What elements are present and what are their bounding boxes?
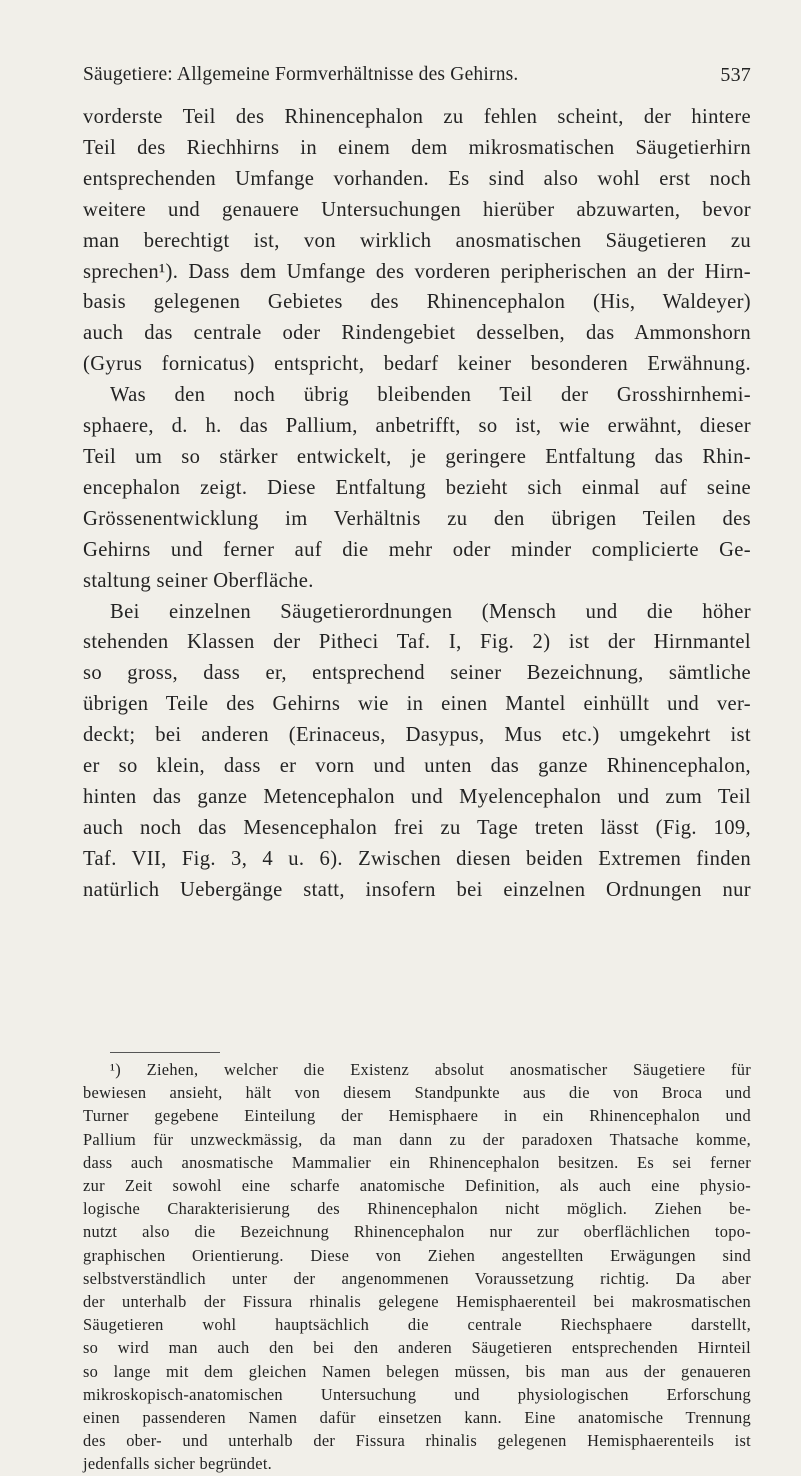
footnote-line: graphischen Orientierung. Diese von Ziehen angestellten Erwägungen sind: [83, 1245, 751, 1265]
footnote-line: der unterhalb der Fissura rhinalis gelegene Hemisphaerenteil bei makrosmatischen: [83, 1292, 751, 1312]
text-line: Grössenentwicklung im Verhältnis zu den übrigen Teilen des: [83, 507, 751, 530]
footnote-line: so lange mit dem gleichen Namen belegen müssen, bis man aus der genaueren: [83, 1361, 751, 1381]
footnote-line: Säugetieren wohl hauptsächlich die centrale Riechsphaere darstellt,: [83, 1315, 751, 1335]
text-line: auch noch das Mesencephalon frei zu Tage treten lässt (Fig. 109,: [83, 816, 751, 839]
text-line: (Gyrus fornicatus) entspricht, bedarf keiner besonderen Erwähnung.: [83, 353, 751, 376]
text-line: deckt; bei anderen (Erinaceus, Dasypus, Mus etc.) umgekehrt ist: [83, 724, 751, 747]
text-line: entsprechenden Umfange vorhanden. Es sind also wohl erst noch: [83, 167, 751, 190]
text-line: hinten das ganze Metencephalon und Myelencephalon und zum Teil: [83, 785, 751, 808]
footnotes: [83, 1058, 751, 1476]
footnote-line: bewiesen ansieht, hält von diesem Standpunkte aus die von Broca und: [83, 1083, 751, 1103]
main-text: [83, 102, 751, 906]
text-line: so gross, dass er, entsprechend seiner Bezeichnung, sämtliche: [83, 662, 751, 685]
text-line: übrigen Teile des Gehirns wie in einen Mantel einhüllt und ver-: [83, 693, 751, 716]
text-line: vorderste Teil des Rhinencephalon zu fehlen scheint, der hintere: [83, 106, 751, 128]
footnote-line: selbstverständlich unter der angenommenen Voraussetzung richtig. Da aber: [83, 1268, 751, 1288]
footnote-line: mikroskopisch-anatomischen Untersuchung und physiologischen Erforschung: [83, 1384, 751, 1404]
text-line: encephalon zeigt. Diese Entfaltung bezieht sich einmal auf seine: [83, 476, 751, 499]
footnote-line: Pallium für unzweckmässig, da man dann zu der paradoxen Thatsache komme,: [83, 1129, 751, 1149]
text-line: Teil um so stärker entwickelt, je geringere Entfaltung das Rhin-: [83, 445, 751, 468]
text-line: Bei einzelnen Säugetierordnungen (Mensch und die höher: [110, 600, 751, 623]
footnote-line: zur Zeit sowohl eine scharfe anatomische Definition, als auch eine physio-: [83, 1176, 751, 1196]
footnote-divider: [110, 1052, 220, 1053]
text-line: sphaere, d. h. das Pallium, anbetrifft, so ist, wie erwähnt, dieser: [83, 415, 751, 438]
footnote-line: einen passenderen Namen dafür einsetzen kann. Eine anatomische Trennung: [83, 1408, 751, 1428]
text-line: natürlich Uebergänge statt, insofern bei einzelnen Ordnungen nur: [83, 878, 751, 901]
text-line: staltung seiner Oberfläche.: [83, 569, 314, 592]
text-line: man berechtigt ist, von wirklich anosmatischen Säugetieren zu: [83, 229, 751, 252]
footnote-line: so wird man auch den bei den anderen Säugetieren entsprechenden Hirnteil: [83, 1338, 751, 1358]
text-line: Teil des Riechhirns in einem dem mikrosmatischen Säugetierhirn: [83, 136, 751, 159]
text-line: basis gelegenen Gebietes des Rhinencephalon (His, Waldeyer): [83, 291, 751, 314]
text-line: auch das centrale oder Rindengebiet desselben, das Ammonshorn: [83, 322, 751, 345]
footnote-line: logische Charakterisierung des Rhinencephalon nicht möglich. Ziehen be-: [83, 1199, 751, 1219]
text-line: Gehirns und ferner auf die mehr oder minder complicierte Ge-: [83, 538, 751, 561]
text-line: Taf. VII, Fig. 3, 4 u. 6). Zwischen diesen beiden Extremen finden: [83, 847, 751, 870]
footnote-line: Turner gegebene Einteilung der Hemisphaere in ein Rhinencephalon und: [83, 1106, 751, 1126]
text-line: weitere und genauere Untersuchungen hierüber abzuwarten, bevor: [83, 198, 751, 221]
footnote-line: des ober- und unterhalb der Fissura rhinalis gelegenen Hemisphaerenteils ist: [83, 1431, 751, 1451]
running-head: [83, 64, 751, 86]
footnote-line: dass auch anosmatische Mammalier ein Rhinencephalon besitzen. Es sei ferner: [83, 1152, 751, 1172]
footnote-line: ¹) Ziehen, welcher die Existenz absolut anosmatischer Säugetiere für: [110, 1060, 751, 1079]
text-line: Was den noch übrig bleibenden Teil der Grosshirnhemi-: [110, 384, 751, 407]
text-line: er so klein, dass er vorn und unten das ganze Rhinencephalon,: [83, 755, 751, 778]
text-line: stehenden Klassen der Pitheci Taf. I, Fig. 2) ist der Hirnmantel: [83, 631, 751, 654]
footnote-line: nutzt also die Bezeichnung Rhinencephalon nur zur oberflächlichen topo-: [83, 1222, 751, 1242]
text-line: sprechen¹). Dass dem Umfange des vorderen peripherischen an der Hirn-: [83, 260, 751, 283]
footnote-line: jedenfalls sicher begründet.: [83, 1454, 273, 1474]
page-number: 537: [720, 64, 751, 86]
running-head-title: Säugetiere: Allgemeine Formverhältnisse des Gehirns.: [83, 64, 519, 85]
